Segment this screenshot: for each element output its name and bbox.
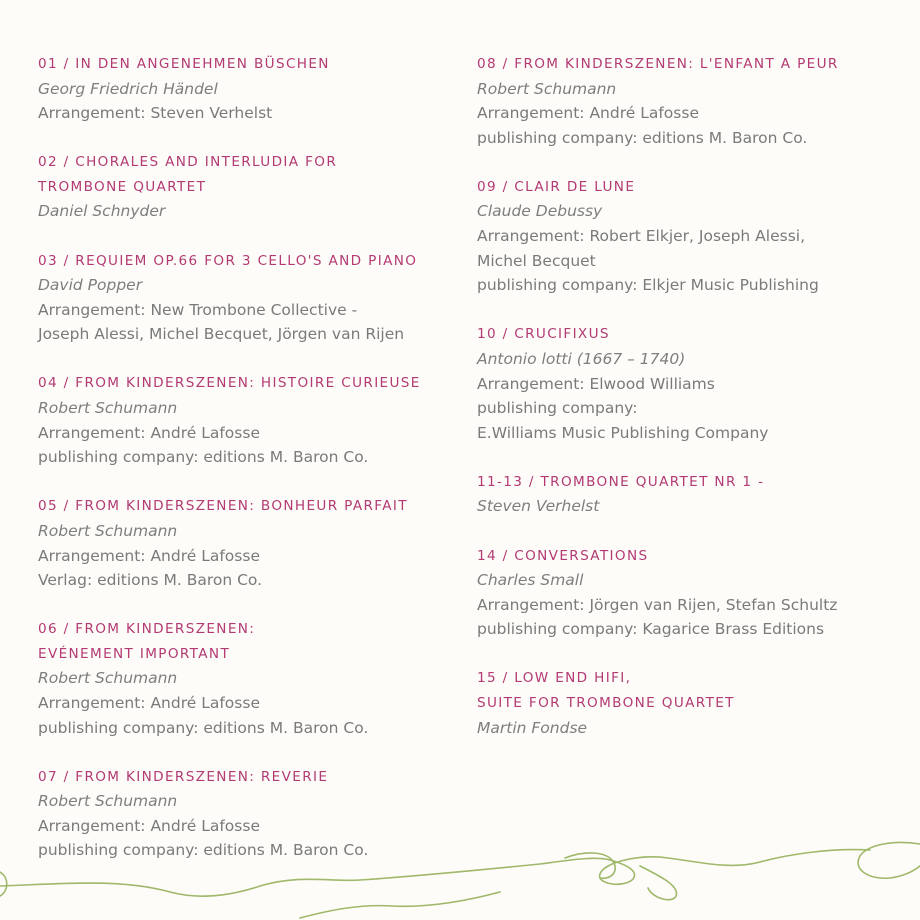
track-list-right-column [477,52,907,765]
track-credit-line: Arrangement: Robert Elkjer, Joseph Alessi, [477,227,805,246]
track-composer: Antonio lotti (1667 – 1740) [477,349,686,368]
track-title-line: 04 / FROM KINDERSZENEN: HISTOIRE CURIEUSE [38,375,421,392]
track-credit-line: Arrangement: André Lafosse [38,423,260,442]
squiggle-line-main [0,850,870,897]
track-composer: Claude Debussy [477,202,603,221]
track-credit-line: Arrangement: André Lafosse [477,104,699,123]
track-title-line: 05 / FROM KINDERSZENEN: BONHEUR PARFAIT [38,498,408,515]
track-entry [477,666,907,740]
track-title-line: TROMBONE QUARTET [38,178,207,195]
squiggle-line-left [0,872,7,896]
squiggle-line-loop [565,853,677,900]
track-entry [38,371,458,469]
track-entry [477,470,907,519]
track-credit-line: publishing company: editions M. Baron Co. [38,448,369,467]
track-title-line: 09 / CLAIR DE LUNE [477,178,636,195]
track-composer: Robert Schumann [38,792,178,811]
track-title-line: 07 / FROM KINDERSZENEN: REVERIE [38,768,329,785]
track-credit-line: publishing company: [477,399,638,418]
track-title-line: 02 / CHORALES AND INTERLUDIA FOR [38,154,338,171]
track-composer: David Popper [38,276,143,295]
track-composer: Robert Schumann [38,399,178,418]
squiggle-line-decoration [0,800,920,920]
track-entry [477,322,907,445]
track-credit-line: Verlag: editions M. Baron Co. [38,571,263,590]
track-credit-line: Joseph Alessi, Michel Becquet, Jörgen van Rijen [38,325,405,344]
track-composer: Charles Small [477,571,584,590]
track-title [38,52,458,77]
track-composer: Robert Schumann [477,79,617,98]
track-title [38,249,458,274]
track-composer: Martin Fondse [477,718,588,737]
track-credit-line: publishing company: editions M. Baron Co. [38,841,369,860]
track-entry [38,494,458,592]
track-title-line: EVÉNEMENT IMPORTANT [38,645,231,662]
track-title-line: 10 / CRUCIFIXUS [477,326,610,343]
track-title [477,470,907,495]
squiggle-line-bottom [300,892,500,918]
track-credit-line: Arrangement: Jörgen van Rijen, Stefan Schultz [477,595,838,614]
track-credit-line: Arrangement: Elwood Williams [477,374,715,393]
track-credit-line: publishing company: Kagarice Brass Editions [477,620,825,639]
track-title-line: 03 / REQUIEM OP.66 FOR 3 CELLO'S AND PIANO [38,252,418,269]
track-title [38,150,458,199]
track-title [477,666,907,715]
track-credit-line: Arrangement: André Lafosse [38,546,260,565]
track-title [38,494,458,519]
track-credit-line: E.Williams Music Publishing Company [477,423,769,442]
track-title-line: 01 / IN DEN ANGENEHMEN BÜSCHEN [38,56,330,72]
track-title-line: 15 / LOW END HIFI, [477,670,632,687]
track-entry [38,617,458,740]
squiggle-line-right [858,843,920,879]
track-title [477,322,907,347]
track-title-line: 06 / FROM KINDERSZENEN: [38,621,256,638]
track-credit-line: publishing company: editions M. Baron Co. [477,128,808,147]
track-credit-line: Michel Becquet [477,251,596,270]
track-credit-line: Arrangement: André Lafosse [38,693,260,712]
track-title [477,544,907,569]
track-title-line: 08 / FROM KINDERSZENEN: L'ENFANT A PEUR [477,56,839,72]
track-credit-line: Arrangement: New Trombone Collective - [38,300,358,319]
track-entry [477,175,907,298]
track-credit-line: Arrangement: André Lafosse [38,816,260,835]
track-credit-line: Arrangement: Steven Verhelst [38,104,273,123]
track-entry [38,249,458,347]
track-entry [477,52,907,150]
track-title [38,617,458,666]
track-composer: Georg Friedrich Händel [38,79,218,98]
track-entry [38,150,458,224]
track-title [477,175,907,200]
track-title [477,52,907,77]
track-credit-line: publishing company: editions M. Baron Co. [38,718,369,737]
track-title [38,371,458,396]
track-title-line: 14 / CONVERSATIONS [477,547,649,564]
track-title [38,765,458,790]
track-composer: Daniel Schnyder [38,202,166,221]
track-composer: Steven Verhelst [477,497,600,516]
track-entry [477,544,907,642]
track-list-left-column [38,52,458,888]
track-title-line: 11-13 / TROMBONE QUARTET NR 1 - [477,473,765,490]
track-title-line: SUITE FOR TROMBONE QUARTET [477,694,735,711]
track-credit-line: publishing company: Elkjer Music Publishing [477,276,819,295]
track-entry [38,52,458,126]
track-composer: Robert Schumann [38,521,178,540]
track-composer: Robert Schumann [38,669,178,688]
